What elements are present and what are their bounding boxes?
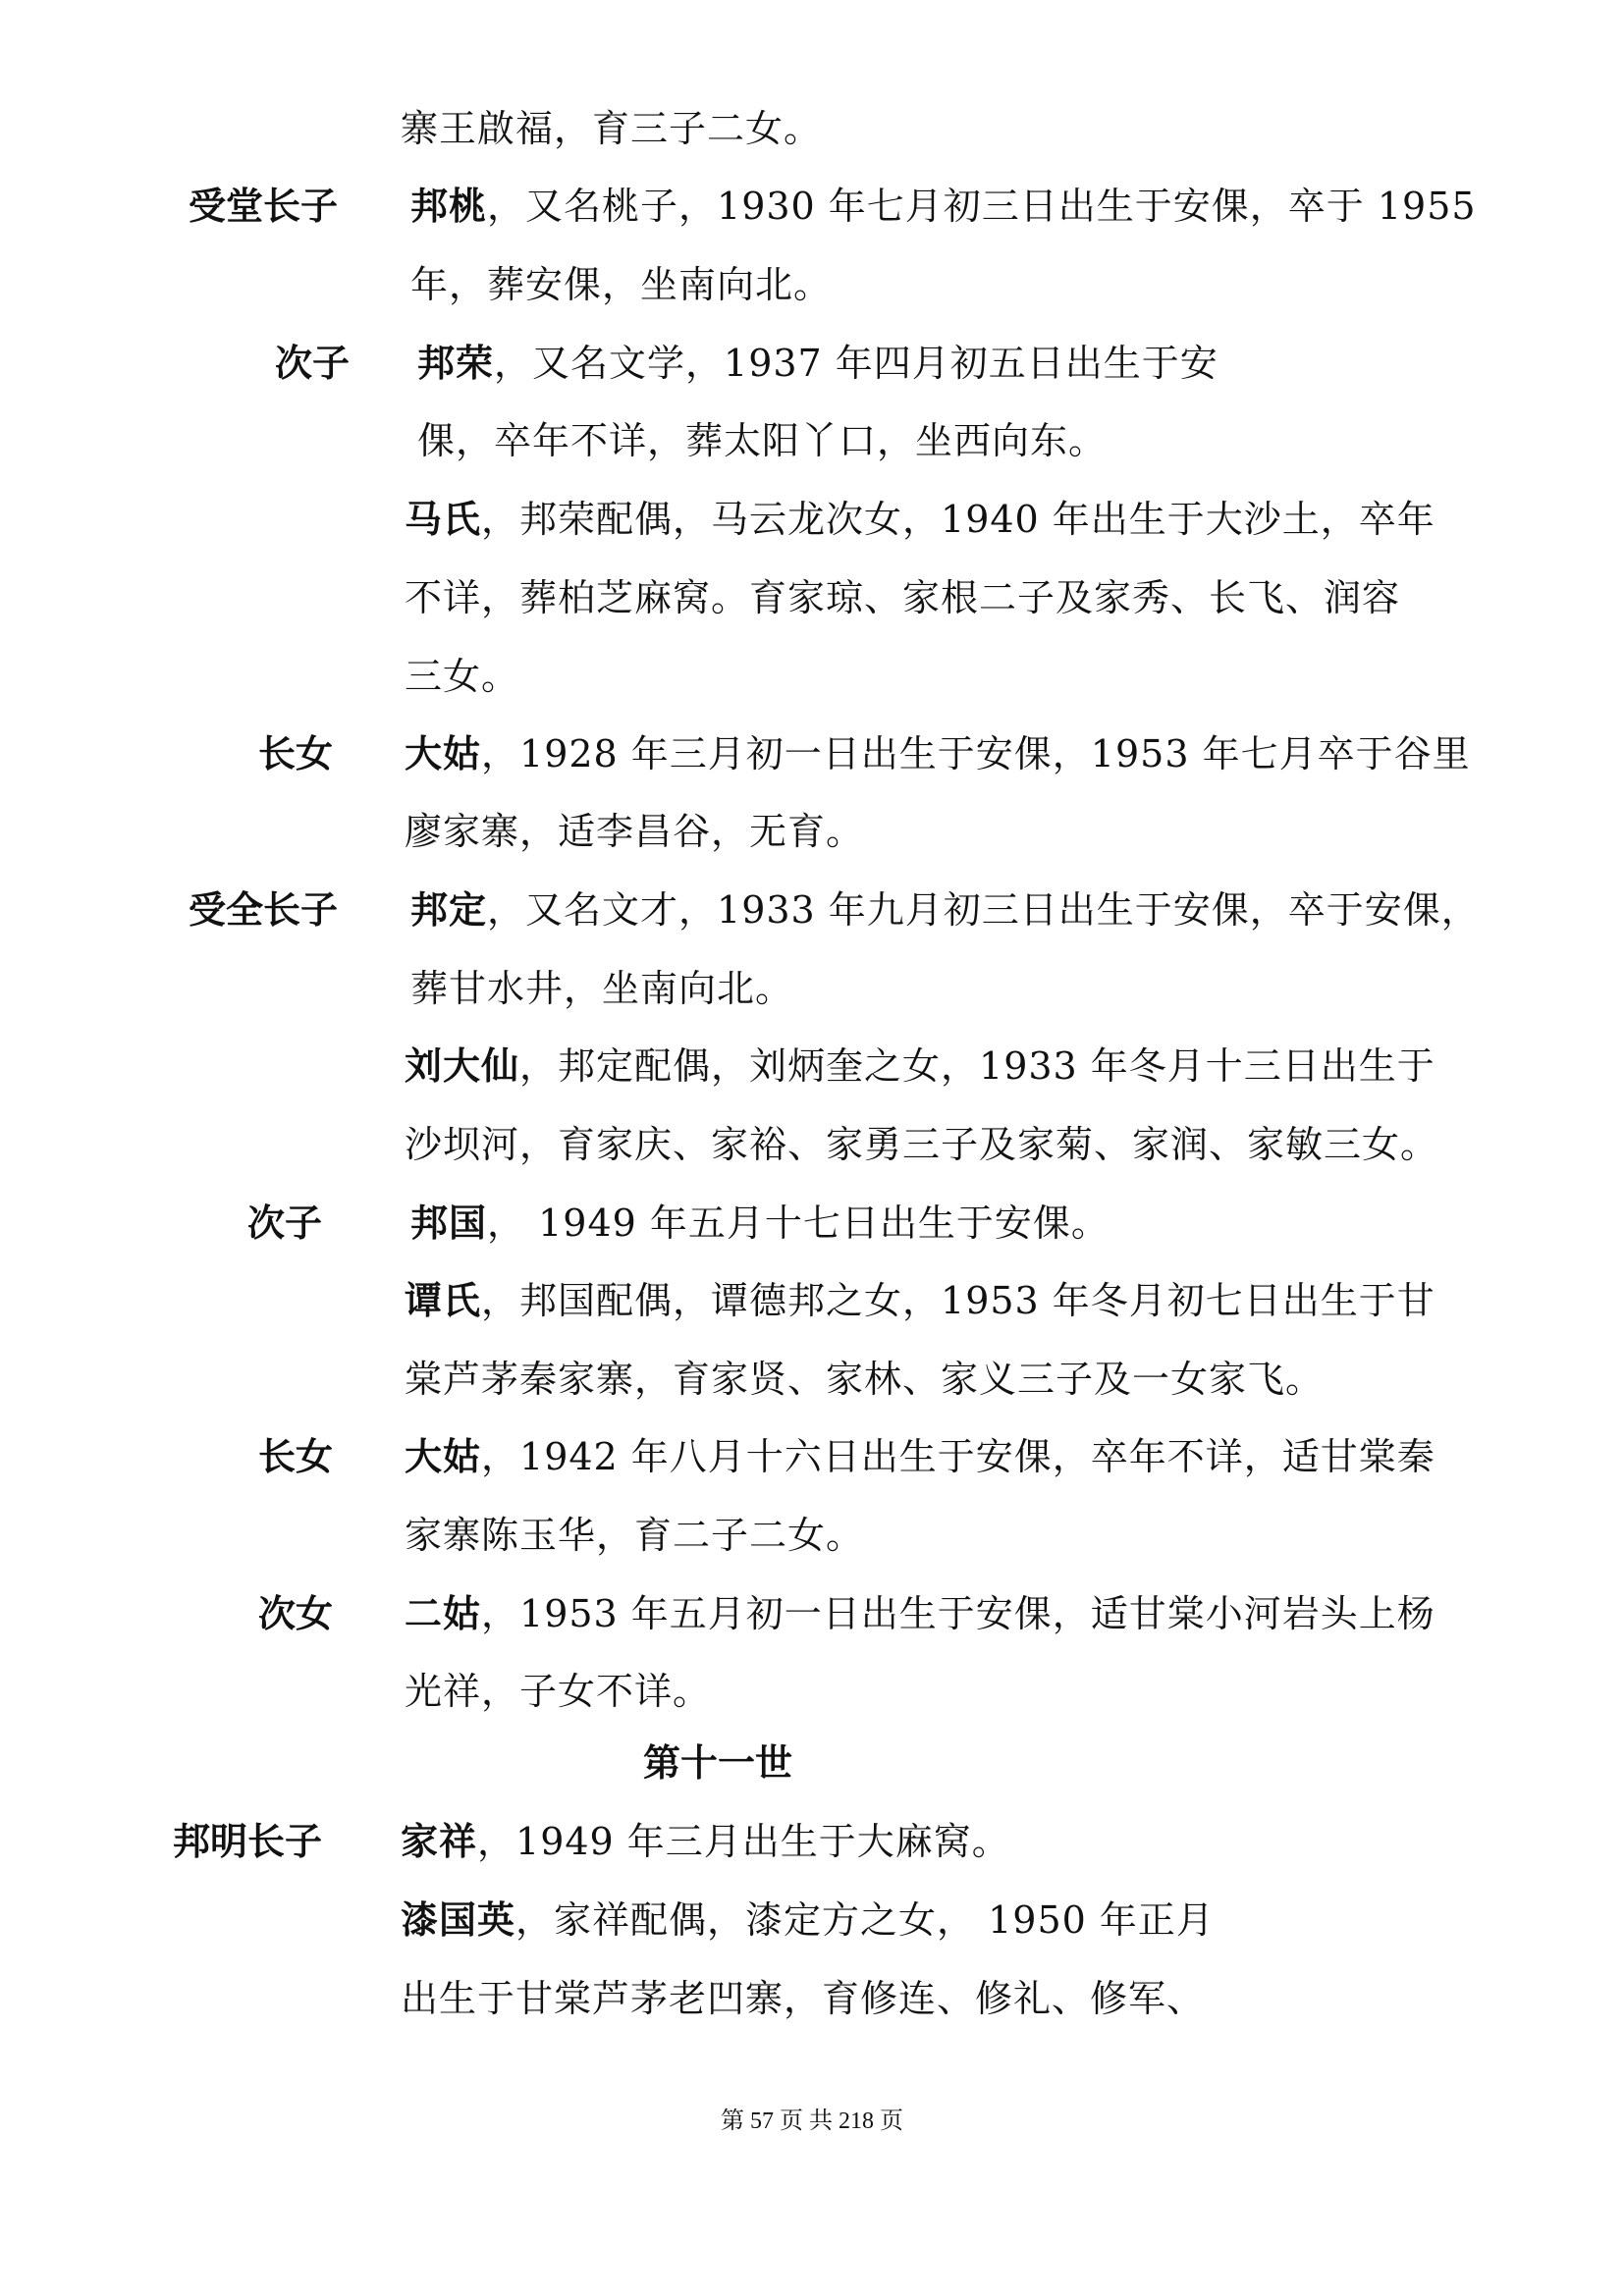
text-line: 邦桃，又名桃子，1930 年七月初三日出生于安倮，卒于 1955 <box>410 184 1477 228</box>
relation-label: 次女 <box>258 1591 334 1635</box>
text-line: 刘大仙，邦定配偶，刘炳奎之女，1933 年冬月十三日出生于 <box>405 1043 1435 1088</box>
text-line: 倮，卒年不详，葬太阳丫口，坐西向东。 <box>417 419 1108 462</box>
text-line: 年，葬安倮，坐南向北。 <box>410 263 833 306</box>
text-line: 光祥，子女不详。 <box>405 1670 712 1713</box>
text-line: 不详，葬柏芝麻窝。育家琼、家根二子及家秀、长飞、润容 <box>405 576 1401 619</box>
relation-label: 邦明长子 <box>173 1819 323 1863</box>
relation-label: 次子 <box>247 1201 323 1245</box>
relation-label: 长女 <box>258 1434 334 1478</box>
section-heading: 第十一世 <box>643 1740 793 1785</box>
text-line: 三女。 <box>405 655 520 698</box>
text-line: 二姑，1953 年五月初一日出生于安倮，适甘棠小河岩头上杨 <box>405 1591 1435 1635</box>
text-line: 葬甘水井，坐南向北。 <box>410 967 794 1010</box>
person-name: 马氏 <box>405 497 482 541</box>
text-line: 家寨陈玉华，育二子二女。 <box>405 1514 865 1557</box>
text-line: 出生于甘棠芦茅老凹寨，育修连、修礼、修军、 <box>401 1977 1206 2020</box>
relation-label: 受堂长子 <box>189 184 339 228</box>
text-line: 棠芦茅秦家寨，育家贤、家林、家义三子及一女家飞。 <box>405 1358 1325 1401</box>
text-line: 邦定，又名文才，1933 年九月初三日出生于安倮，卒于安倮， <box>410 887 1480 932</box>
person-name: 二姑 <box>405 1591 482 1635</box>
person-name: 谭氏 <box>405 1278 482 1322</box>
person-name: 漆国英 <box>401 1897 516 1942</box>
person-name: 家祥 <box>401 1819 478 1863</box>
relation-label: 次子 <box>275 341 351 385</box>
person-name: 邦定 <box>410 887 488 932</box>
person-name: 邦国 <box>410 1201 488 1245</box>
text-line: 漆国英，家祥配偶，漆定方之女， 1950 年正月 <box>401 1897 1215 1942</box>
relation-label: 受全长子 <box>189 887 339 932</box>
person-name: 邦荣 <box>417 341 495 385</box>
page-footer: 第 57 页 共 218 页 <box>721 2109 903 2134</box>
text-line: 沙坝河，育家庆、家裕、家勇三子及家菊、家润、家敏三女。 <box>405 1123 1439 1166</box>
text-line: 大姑，1942 年八月十六日出生于安倮，卒年不详，适甘棠秦 <box>405 1434 1435 1478</box>
text-line: 马氏，邦荣配偶，马云龙次女，1940 年出生于大沙土，卒年 <box>405 497 1435 541</box>
person-name: 刘大仙 <box>405 1043 520 1088</box>
relation-label: 长女 <box>258 731 334 775</box>
person-name: 大姑 <box>405 1434 482 1478</box>
text-line: 廖家寨，适李昌谷，无育。 <box>405 810 865 853</box>
text-line: 大姑，1928 年三月初一日出生于安倮，1953 年七月卒于谷里 <box>405 731 1471 775</box>
text-line: 谭氏，邦国配偶，谭德邦之女，1953 年冬月初七日出生于甘 <box>405 1278 1435 1322</box>
text-line: 邦荣，又名文学，1937 年四月初五日出生于安 <box>417 341 1218 385</box>
text-line: 寨王啟福，育三子二女。 <box>401 107 823 150</box>
person-name: 邦桃 <box>410 184 488 228</box>
person-name: 大姑 <box>405 731 482 775</box>
text-line: 邦国， 1949 年五月十七日出生于安倮。 <box>410 1201 1110 1245</box>
text-line: 家祥，1949 年三月出生于大麻窝。 <box>401 1819 1010 1863</box>
